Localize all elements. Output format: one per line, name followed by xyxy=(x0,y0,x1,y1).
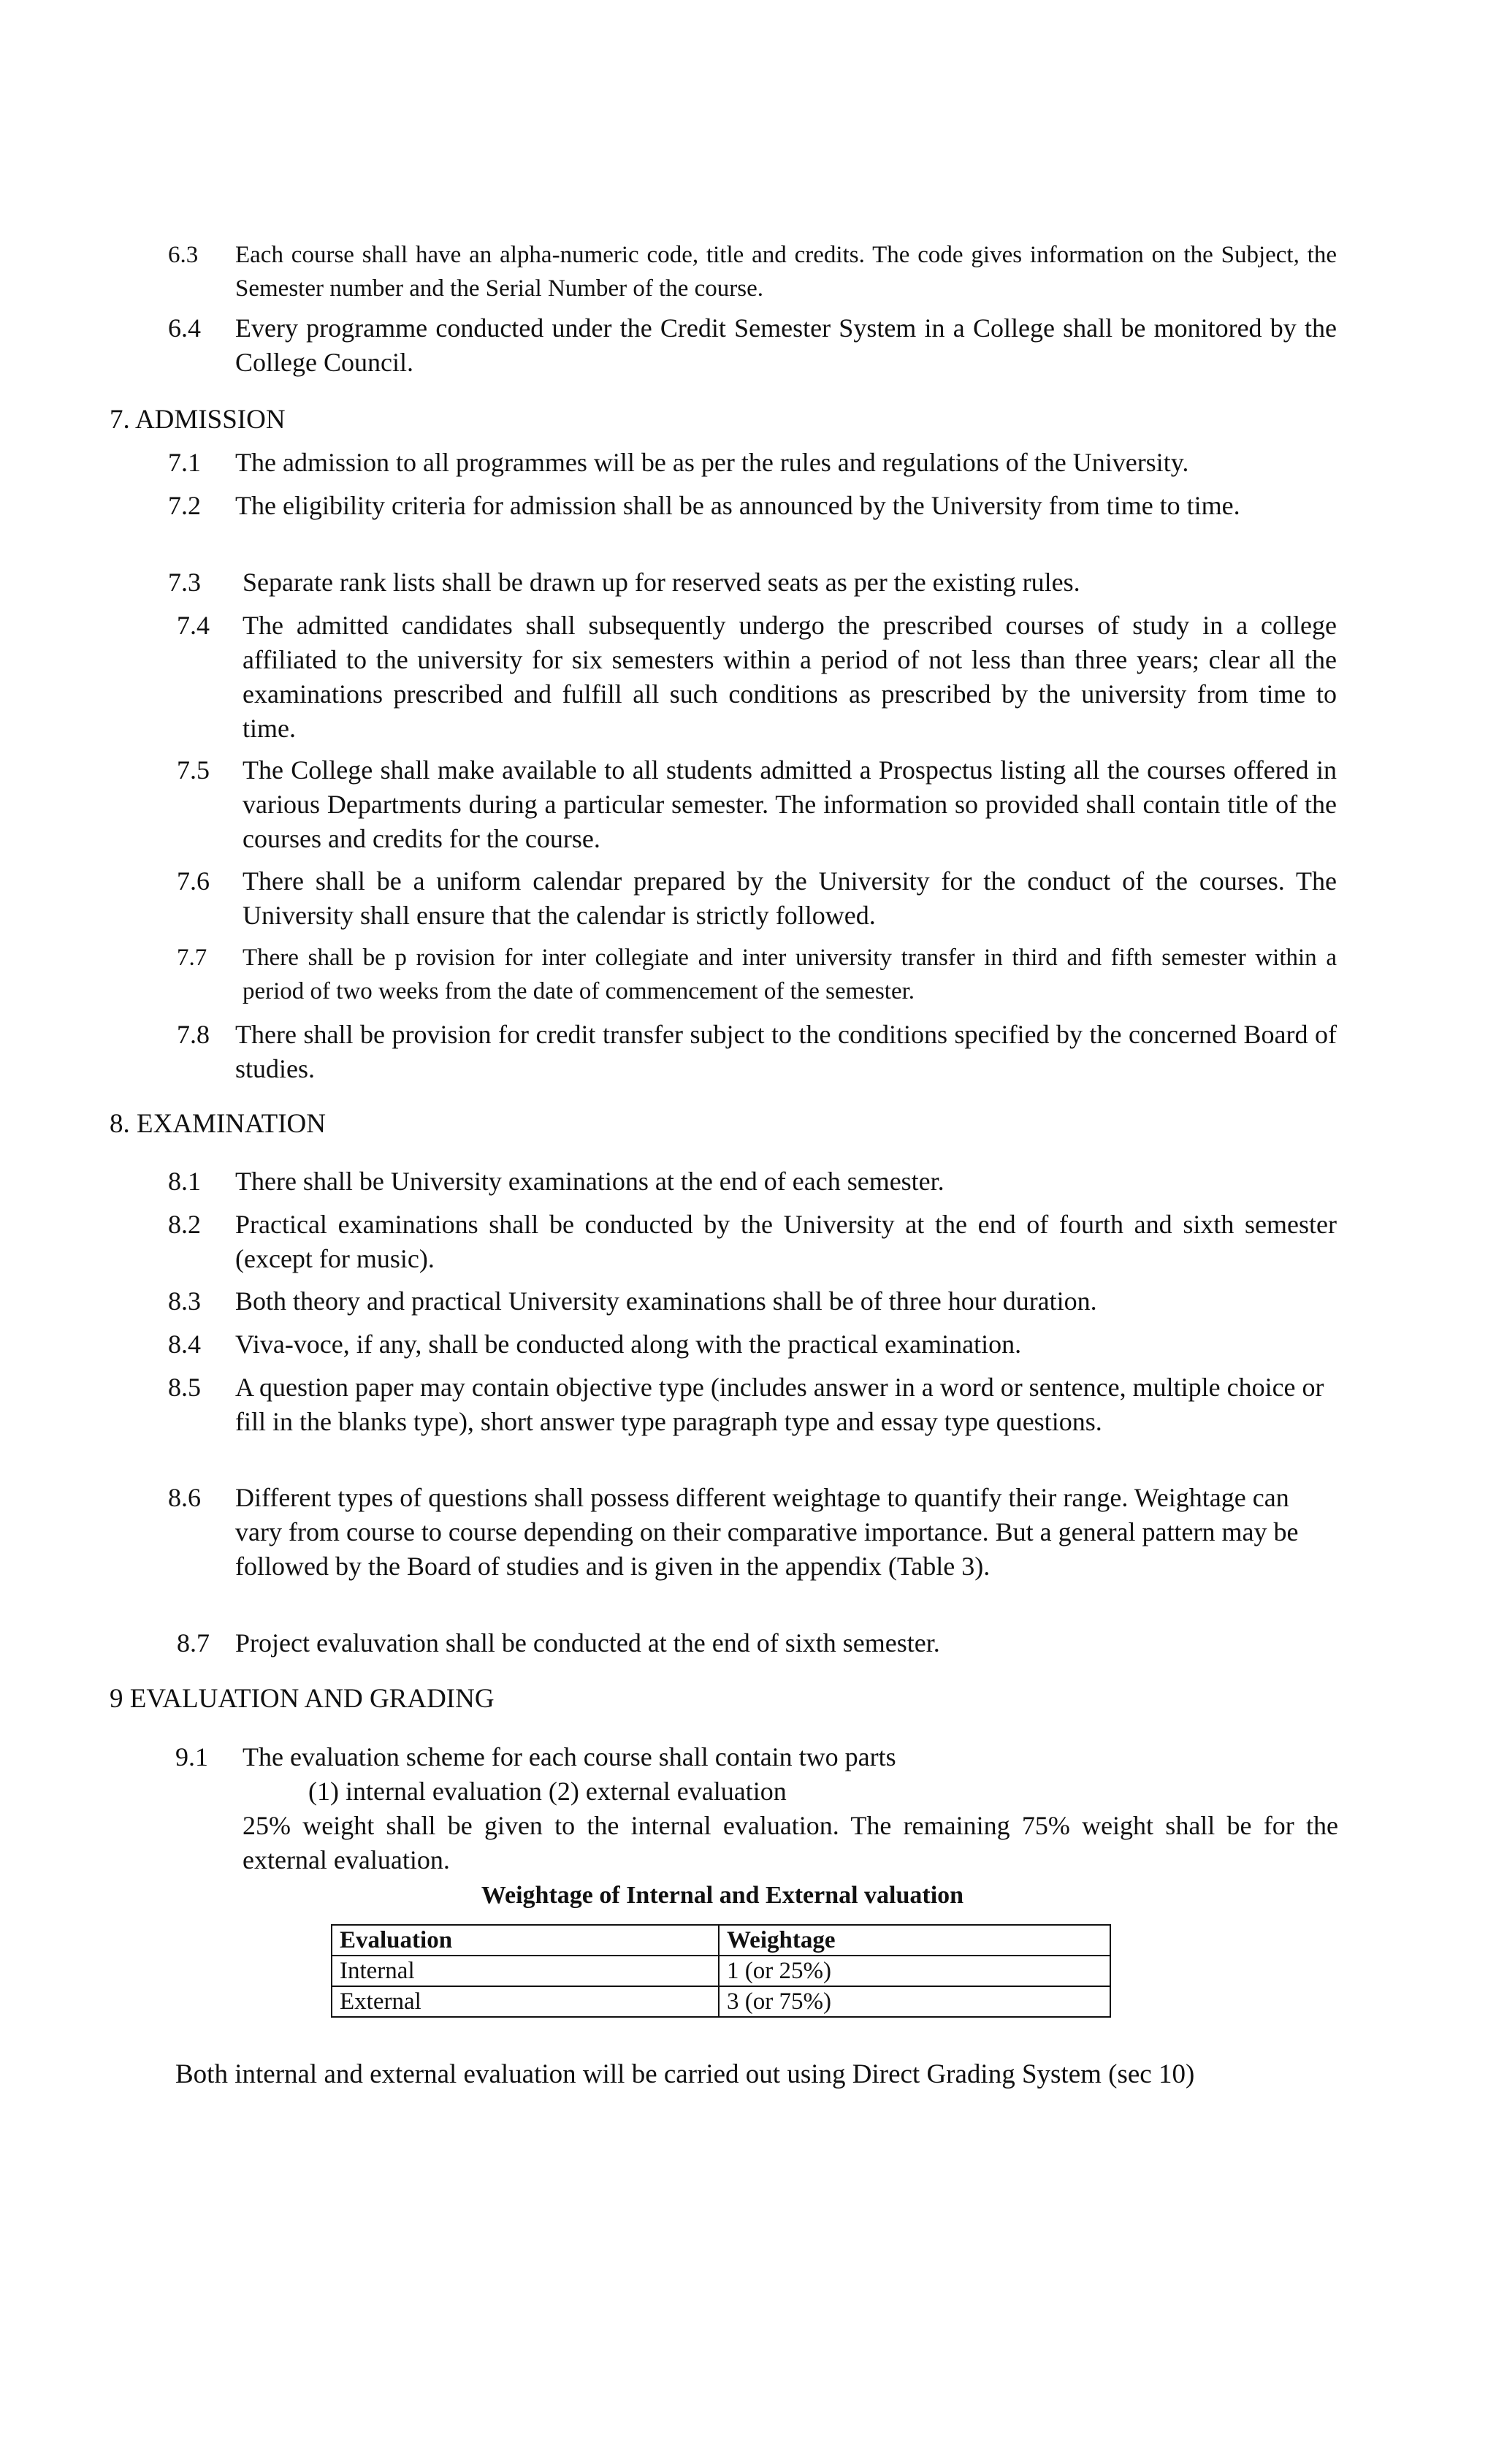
table-cell: External xyxy=(332,1986,719,2017)
clause-7-4 xyxy=(168,609,1337,746)
clause-number: 8.6 xyxy=(168,1483,201,1512)
clause-text: A question paper may contain objective type (includes answer in a word or sentence, multiple choice or fill in the blanks type), short answer type paragraph type and essay type questions. xyxy=(235,1373,1324,1436)
clause-text: The admitted candidates shall subsequently undergo the prescribed courses of study in a college affiliated to the university for six semesters within a period of not less than three years; clear all the examinations prescribed and fulfill all such conditions as prescribed by the university from time to time. xyxy=(243,611,1337,743)
clause-7-3 xyxy=(168,565,1337,600)
clause-number: 9.1 xyxy=(175,1742,208,1771)
clause-8-3 xyxy=(168,1284,1337,1319)
section-heading-admission: 7. ADMISSION xyxy=(110,405,286,435)
clause-number: 8.1 xyxy=(168,1167,201,1196)
clause-text: Each course shall have an alpha-numeric code, title and credits. The code gives information on the Subject, the Semester number and the Serial Number of the course. xyxy=(235,242,1337,302)
clause-text-line2: (1) internal evaluation (2) external evaluation xyxy=(308,1777,787,1806)
clause-text: Both theory and practical University examinations shall be of three hour duration. xyxy=(235,1286,1097,1316)
footer-paragraph: Both internal and external evaluation will be carried out using Direct Grading System (sec 10) xyxy=(175,2059,1195,2089)
section-heading-evaluation-grading: 9 EVALUATION AND GRADING xyxy=(110,1684,495,1714)
section-heading-examination: 8. EXAMINATION xyxy=(110,1109,326,1139)
clause-6-3 xyxy=(168,238,1337,305)
clause-number: 7.6 xyxy=(177,866,210,896)
table-row xyxy=(332,1986,1110,2017)
clause-text: Viva-voce, if any, shall be conducted along with the practical examination. xyxy=(235,1330,1022,1359)
clause-number: 7.4 xyxy=(177,611,210,640)
table-header-row xyxy=(332,1925,1110,1956)
table-header-cell: Weightage xyxy=(719,1925,1110,1956)
clause-7-5 xyxy=(168,753,1337,856)
clause-text: The eligibility criteria for admission shall be as announced by the University from time to time. xyxy=(235,491,1240,520)
clause-8-1 xyxy=(168,1164,1337,1199)
table-cell: 1 (or 25%) xyxy=(719,1956,1110,1986)
clause-number: 8.7 xyxy=(177,1628,210,1658)
clause-number: 7.8 xyxy=(177,1020,210,1049)
clause-8-5 xyxy=(168,1370,1337,1439)
clause-6-4 xyxy=(168,311,1337,380)
clause-text: Every programme conducted under the Credit Semester System in a College shall be monitored by the College Council. xyxy=(235,313,1337,377)
table-cell: Internal xyxy=(332,1956,719,1986)
clause-8-4 xyxy=(168,1327,1337,1362)
clause-text: Practical examinations shall be conducted by the University at the end of fourth and sixth semester (except for music). xyxy=(235,1210,1337,1273)
clause-text-line1: The evaluation scheme for each course shall contain two parts xyxy=(243,1742,896,1771)
clause-number: 6.4 xyxy=(168,313,201,343)
clause-9-1 xyxy=(175,1740,1344,1877)
clause-text: Separate rank lists shall be drawn up for reserved seats as per the existing rules. xyxy=(243,568,1080,597)
clause-8-2 xyxy=(168,1208,1337,1276)
clause-7-8 xyxy=(168,1018,1337,1086)
clause-number: 8.5 xyxy=(168,1373,201,1402)
clause-text-line3: 25% weight shall be given to the internal evaluation. The remaining 75% weight shall be for the external evaluation. xyxy=(243,1811,1338,1874)
clause-number: 7.1 xyxy=(168,448,201,477)
clause-number: 8.4 xyxy=(168,1330,201,1359)
clause-text: Project evaluvation shall be conducted at the end of sixth semester. xyxy=(235,1628,940,1658)
table-row xyxy=(332,1956,1110,1986)
clause-7-7 xyxy=(168,941,1337,1008)
clause-text: The admission to all programmes will be as per the rules and regulations of the University. xyxy=(235,448,1189,477)
clause-number: 7.3 xyxy=(168,568,201,597)
clause-number: 8.3 xyxy=(168,1286,201,1316)
clause-text: There shall be p rovision for inter collegiate and inter university transfer in third and fifth semester within a period of two weeks from the date of commencement of the semester. xyxy=(243,945,1337,1004)
clause-text: The College shall make available to all students admitted a Prospectus listing all the courses offered in various Departments during a particular semester. The information so provided shall contain title of the courses and credits for the course. xyxy=(243,755,1337,853)
clause-8-6 xyxy=(168,1481,1337,1584)
clause-8-7 xyxy=(168,1626,1337,1660)
clause-number: 7.7 xyxy=(177,945,207,971)
table-cell: 3 (or 75%) xyxy=(719,1986,1110,2017)
weightage-table xyxy=(331,1924,1111,2018)
clause-number: 7.5 xyxy=(177,755,210,785)
clause-text: Different types of questions shall possess different weightage to quantify their range. Weightage can vary from course to course depending on their comparative importance. But a general pattern may be followed by the Board of studies and is given in the appendix (Table 3). xyxy=(235,1483,1299,1581)
clause-text: There shall be University examinations at the end of each semester. xyxy=(235,1167,944,1196)
clause-7-1 xyxy=(168,446,1337,480)
clause-number: 6.3 xyxy=(168,242,199,268)
clause-text: There shall be provision for credit transfer subject to the conditions specified by the concerned Board of studies. xyxy=(235,1020,1337,1083)
table-caption: Weightage of Internal and External valuation xyxy=(481,1882,964,1909)
clause-text: There shall be a uniform calendar prepared by the University for the conduct of the courses. The University shall ensure that the calendar is strictly followed. xyxy=(243,866,1337,930)
clause-number: 8.2 xyxy=(168,1210,201,1239)
clause-number: 7.2 xyxy=(168,491,201,520)
clause-7-6 xyxy=(168,864,1337,933)
table-header-cell: Evaluation xyxy=(332,1925,719,1956)
clause-7-2 xyxy=(168,489,1337,523)
